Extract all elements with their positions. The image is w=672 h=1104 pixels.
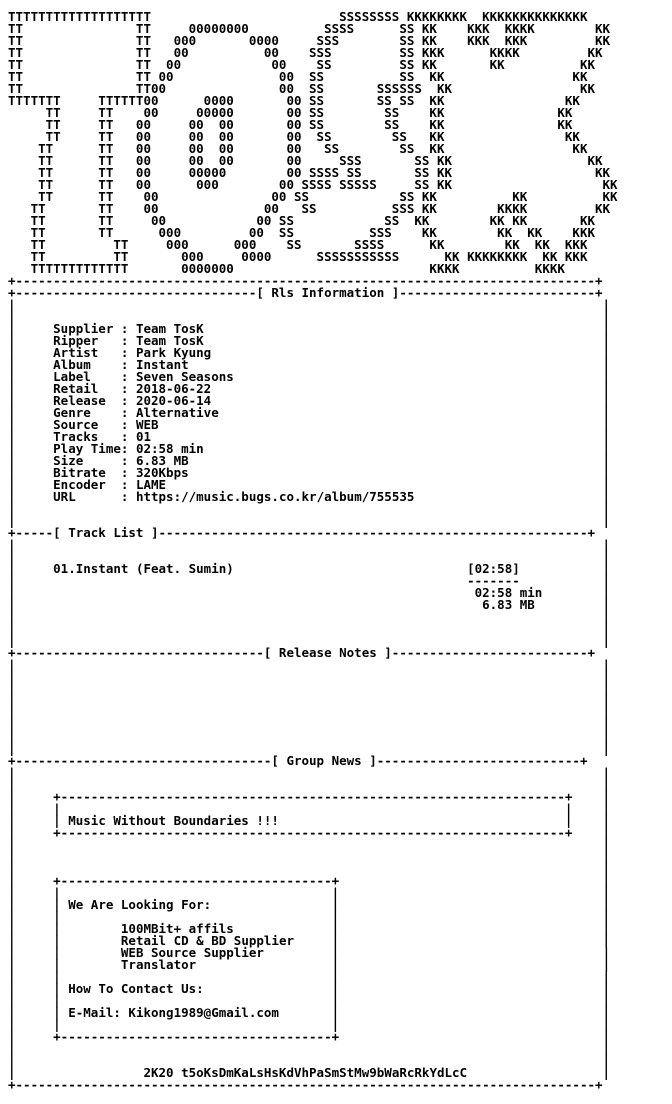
info-row: | Release : 2020-06-14 | [8,393,611,408]
info-label: Label : [53,369,129,384]
ascii-logo-row: TT TT 00 00 SSS SS KKK KKKK KK [8,45,603,60]
track-total-time-row: | 02:58 min | [8,585,611,600]
info-row: | Label : Seven Seasons | [8,369,611,384]
ascii-logo-row: TT TT 000 0000 SSSSSSSSSSS KK KKKKKKKK KK KKK [8,249,588,264]
blank-line: | | [8,777,611,792]
ascii-logo-row: TT TT00 00 SS SSSSSS KK KK [8,81,595,96]
info-row: | Bitrate : 320Kbps | [8,465,611,480]
info-value: 6.83 MB [135,453,189,468]
blank-line: | | [8,861,611,876]
info-label: URL : [53,489,129,504]
info-value: LAME [135,477,167,492]
blank-line: | | [8,657,611,672]
info-row: | Source : WEB | [8,417,611,432]
contact-blank: | | | | [8,909,611,924]
info-value: https://music.bugs.co.kr/album/755535 [135,489,415,504]
contact-blank: | | | | [8,993,611,1008]
blank-line: | | [8,609,611,624]
info-row: | Play Time: 02:58 min | [8,441,611,456]
track-total-rule: ------- [467,573,520,588]
ascii-logo-row: TT TT 00 00 00 00 SS SS KK KK [8,141,588,156]
contact-blank: | | | | [8,969,611,984]
looking-title-row: | | We Are Looking For: | | [8,897,611,912]
info-row: | Ripper : Team TosK | [8,333,611,348]
group-news-header: +----------------------------------[ Group News ]---------------------------+ [8,753,588,768]
looking-item: Translator [120,957,197,972]
signature-row: | 2K20 t5oKsDmKaLsHsKdVhPaSmStMw9bWaRcRkYdLcC | [8,1065,611,1080]
track-total-size: 6.83 MB [482,597,535,612]
info-row: | Artist : Park Kyung | [8,345,611,360]
info-label: Album : [53,357,129,372]
ascii-logo-row: TTTTTTTTTTTTT 0000000 KKKK KKKK [8,261,565,276]
ascii-logo-row: TT TT 00 00000 00 SSSS SS SS KK KK [8,165,611,180]
contact-title-row: | | How To Contact Us: | | [8,981,611,996]
blank-line: | | [8,705,611,720]
info-label: Bitrate : [53,465,129,480]
blank-line: | | [8,741,611,756]
ascii-logo-row: TTTTTTT TTTTTT00 0000 00 SS SS SS KK KK [8,93,580,108]
ascii-logo-row: TT TT 000 000 SS SSSS KK KK KK KKK [8,237,588,252]
looking-item: 100MBit+ affils [120,921,234,936]
rls-info-header: +--------------------------------[ Rls Information ]--------------------------+ [8,285,603,300]
ascii-logo-row: TT TT 00 00 00 00 SS SS KK KK [8,117,573,132]
ascii-logo-row: TT TT 00 00 SS SS KK KK KK [8,189,618,204]
looking-item-row: | | Translator | | [8,957,611,972]
info-label: Retail : [53,381,129,396]
ascii-logo-row: TT TT 00 00 SS SSS KK KKKK KK [8,201,611,216]
ascii-logo-row: TT TT 00 00 00 00 SSS SS KK KK [8,153,603,168]
info-label: Artist : [53,345,129,360]
ascii-logo-row: TT TT 000 0000 SSS SS KK KKK KKK KK [8,33,611,48]
blank-line: | | [8,717,611,732]
looking-item-row: | | Retail CD & BD Supplier | | [8,933,611,948]
looking-item: WEB Source Supplier [120,945,264,960]
info-value: 2020-06-14 [135,393,212,408]
info-row: | Album : Instant | [8,357,611,372]
ascii-logo-row: TT TT 00 00 SS SS KK KK KK KK [8,213,595,228]
motto-text: Music Without Boundaries !!! [68,813,279,828]
ascii-logo-row: TT TT 00 00 00 00 SS SS KK KK [8,129,580,144]
email-text: E-Mail: Kikong1989@Gmail.com [68,1005,279,1020]
looking-item-row: | | WEB Source Supplier | | [8,945,611,960]
ascii-logo-row: TT TT 00 00000 00 SS SS KK KK [8,105,573,120]
info-value: Instant [135,357,189,372]
motto-box-bottom-row: | +-------------------------------------------------------------------+ | [8,825,611,840]
ascii-logo-row: TT TT 00 00 SS SS KK KK KK [8,57,595,72]
info-label: Supplier : [53,321,129,336]
looking-item-row: | | 100MBit+ affils | | [8,921,611,936]
blank-line: | | [8,513,611,528]
border-rule: +-----------------------------------------------------------------------------+ [8,273,603,288]
contact-title: How To Contact Us: [68,981,204,996]
info-label: Genre : [53,405,129,420]
blank-line: | | [8,621,611,636]
ascii-logo-row: TTTTTTTTTTTTTTTTTTT SSSSSSSS KKKKKKKK KKKKKKKKKKKKKK [8,9,588,24]
info-value: 01 [135,429,152,444]
contact-box-top-row: | +------------------------------------+ | [8,873,611,888]
blank-line: | | [8,669,611,684]
motto-row: | | Music Without Boundaries !!! | | [8,813,611,828]
bottom-border [8,1079,618,1091]
blank-line: | | [8,849,611,864]
nfo-document [8,11,618,1091]
motto-box-bottom: +-------------------------------------------------------------------+ [53,825,573,840]
contact-box-bottom-row: | +------------------------------------+ | [8,1029,611,1044]
info-value: Alternative [135,405,219,420]
contact-box-bottom: +------------------------------------+ [53,1029,340,1044]
blank-line: | | [8,633,611,648]
info-label: Release : [53,393,129,408]
ascii-logo-row: TT TT 000 00 SS SSS KK KK KK KKK [8,225,595,240]
track-list-header: +-----[ Track List ]---------------------------------------------------------+ [8,525,595,540]
blank-line: | | [8,837,611,852]
blank-line: | | [8,681,611,696]
info-row: | Tracks : 01 | [8,429,611,444]
blank-line: | | [8,1041,611,1056]
info-row: | Size : 6.83 MB | [8,453,611,468]
info-row: | Retail : 2018-06-22 | [8,381,611,396]
info-label: Size : [53,453,129,468]
blank-line: | | [8,549,611,564]
track-total-time: 02:58 min [474,585,543,600]
blank-line: | | [8,537,611,552]
ascii-logo-row: TT TT 00000000 SSSS SS KK KKK KKKK KK [8,21,611,36]
blank-line: | | [8,309,611,324]
info-row: | Encoder : LAME | [8,477,611,492]
email-row: | | E-Mail: Kikong1989@Gmail.com | | [8,1005,611,1020]
blank-line: | | [8,729,611,744]
info-row: | Genre : Alternative | [8,405,611,420]
info-value: Seven Seasons [135,369,234,384]
contact-box-top: +------------------------------------+ [53,873,340,888]
info-value: 2018-06-22 [135,381,212,396]
info-label: Play Time: [53,441,129,456]
info-value: 02:58 min [135,441,204,456]
contact-blank: | | | | [8,1017,611,1032]
blank-line: | | [8,297,611,312]
info-row: | URL : https://music.bugs.co.kr/album/755535 | [8,489,611,504]
track-title: 01.Instant (Feat. Sumin) [53,561,234,576]
info-value: 320Kbps [135,465,189,480]
blank-line: | | [8,501,611,516]
info-label: Source : [53,417,129,432]
ascii-logo-row: TT TT 00 00 SS SS KK KK [8,69,588,84]
track-total-size-row: | 6.83 MB | [8,597,611,612]
motto-box-blank: | | | | [8,801,611,816]
ascii-logo-row: TT TT 00 000 00 SSSS SSSSS SS KK KK [8,177,618,192]
info-label: Tracks : [53,429,129,444]
info-label: Encoder : [53,477,129,492]
motto-box-top-row: | +-------------------------------------------------------------------+ | [8,789,611,804]
info-value: Park Kyung [135,345,212,360]
track-total-rule-row: | ------- | [8,573,611,588]
info-row: | Supplier : Team TosK | [8,321,611,336]
border-rule: +-----------------------------------------------------------------------------+ [8,1077,603,1092]
signature-text: 2K20 t5oKsDmKaLsHsKdVhPaSmStMw9bWaRcRkYdLcC [143,1065,468,1080]
blank-line: | | [8,693,611,708]
track-row: | 01.Instant (Feat. Sumin) [02:58] | [8,561,611,576]
blank-line: | | [8,1053,611,1068]
info-value: Team TosK [135,333,204,348]
motto-box-top: +-------------------------------------------------------------------+ [53,789,573,804]
blank-line: | | [8,765,611,780]
info-label: Ripper : [53,333,129,348]
looking-item: Retail CD & BD Supplier [120,933,294,948]
contact-blank: | | | | [8,885,611,900]
info-value: Team TosK [135,321,204,336]
info-value: WEB [135,417,159,432]
track-length: [02:58] [467,561,520,576]
looking-title: We Are Looking For: [68,897,212,912]
release-notes-header: +---------------------------------[ Release Notes ]--------------------------+ [8,645,595,660]
